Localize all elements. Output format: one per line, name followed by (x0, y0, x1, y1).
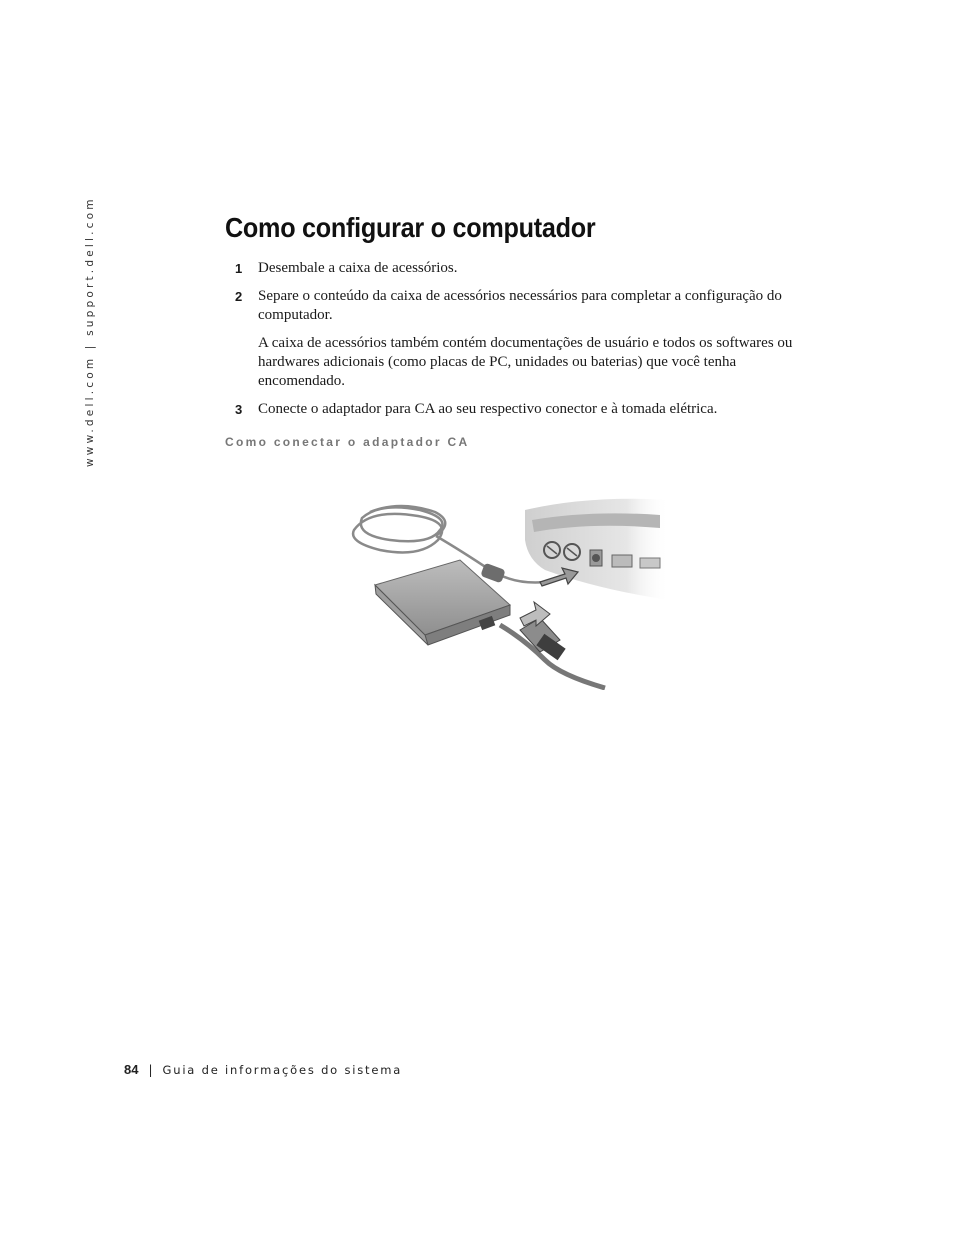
steps-list (225, 256, 825, 419)
step-1 (225, 259, 825, 278)
step-3 (225, 400, 825, 419)
step-text: Desembale a caixa de acessórios. (258, 260, 458, 276)
step-text: Conecte o adaptador para CA ao seu respectivo conector e à tomada elétrica. (258, 401, 718, 417)
step-text: Separe o conteúdo da caixa de acessórios necessários para completar a configuração do computador. (258, 288, 782, 323)
guide-title: Guia de informações do sistema (162, 1063, 403, 1077)
step-number: 2 (235, 289, 243, 304)
step-note: A caixa de acessórios também contém documentações de usuário e todos os softwares ou hardwares adicionais (como placas de PC, unidades ou baterias) que você tenha encomendado. (258, 335, 793, 389)
footer-separator: | (148, 1063, 153, 1077)
page-title: Como configurar o computador (225, 212, 596, 243)
ac-adapter-illustration (340, 490, 670, 690)
page-number: 84 (124, 1062, 139, 1077)
step-number: 1 (235, 261, 243, 276)
figure-caption: Como conectar o adaptador CA (225, 435, 470, 449)
step-number: 3 (235, 402, 243, 417)
page-footer (124, 1062, 402, 1077)
step-2 (225, 287, 825, 391)
side-website-url: www.dell.com | support.dell.com (84, 196, 96, 467)
